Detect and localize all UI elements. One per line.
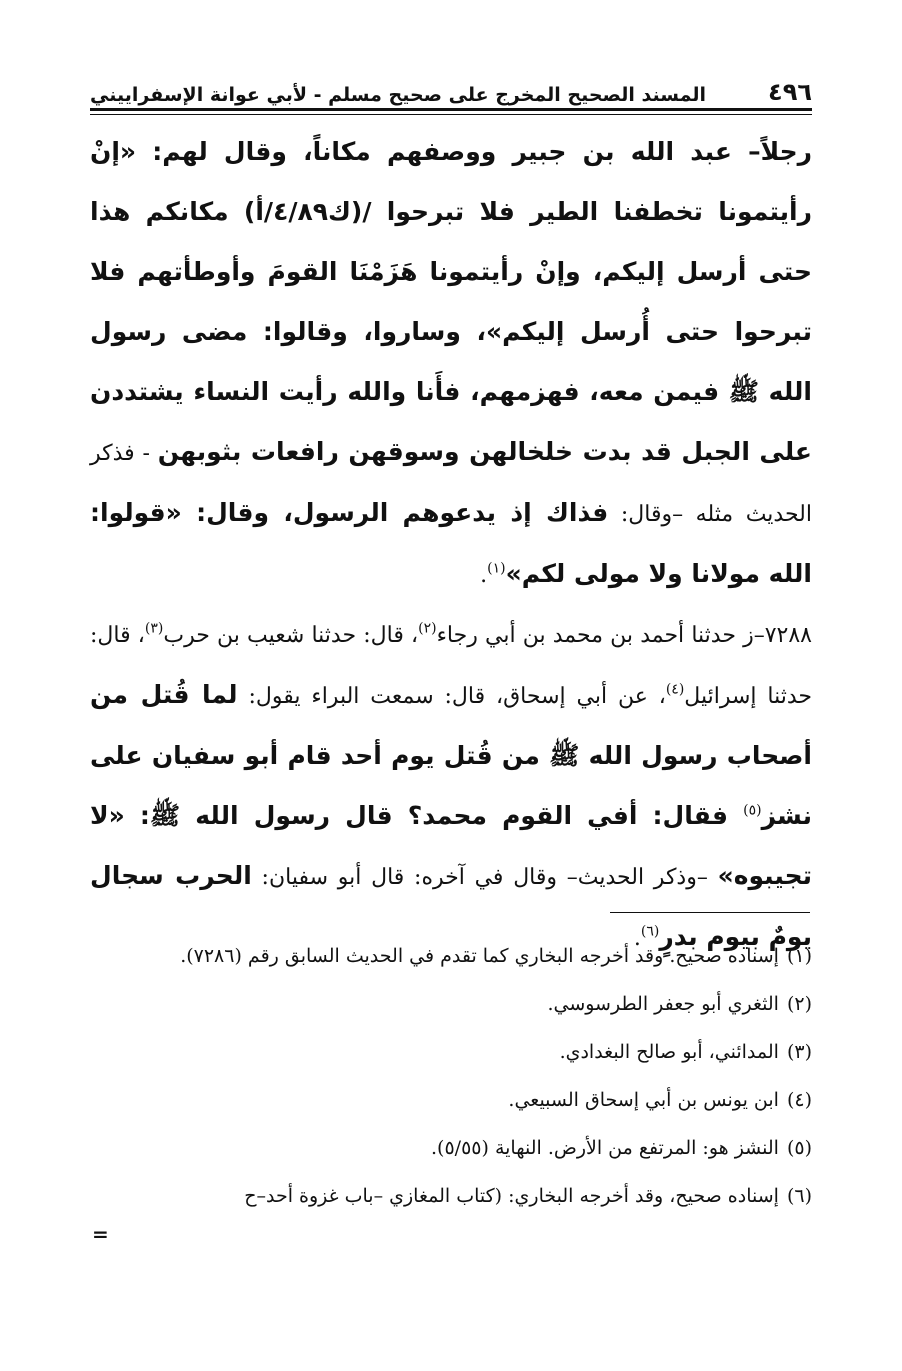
- footnote-ref[interactable]: (٤): [665, 681, 685, 698]
- header-rule-thin: [90, 114, 812, 115]
- isnad-text: ، عن أبي إسحاق، قال: سمعت البراء يقول:: [237, 684, 666, 709]
- footnotes: [90, 932, 812, 1220]
- footnote-1: [90, 932, 812, 980]
- footnote-4: [90, 1076, 812, 1124]
- paragraph-hadith-continuation: [90, 122, 812, 605]
- period: .: [480, 563, 488, 588]
- hadith-text: لما قُتل من أصحاب رسول الله ﷺ من قُتل يوم أحد قام أبو سفيان على نشز: [90, 680, 812, 830]
- footnote-ref[interactable]: (٦): [640, 923, 660, 940]
- footnote-number: (١): [786, 945, 812, 967]
- footnote-number: (٤): [786, 1089, 812, 1111]
- isnad-text: ، قال: حدثنا إسرائيل: [90, 623, 812, 709]
- hadith-text: فقال: أفي القوم محمد؟ قال رسول الله ﷺ: «لا تجيبوه»: [90, 801, 812, 890]
- running-header: [90, 66, 812, 106]
- hadith-text: الحرب سجال يومٌ بيوم بدرٍ: [90, 861, 812, 951]
- footnote-ref[interactable]: (٣): [144, 620, 164, 637]
- narration-text: –وذكر الحديث– وقال في آخره: قال أبو سفيان:: [251, 865, 718, 890]
- footnote-number: (٣): [786, 1041, 812, 1063]
- isnad-text: ، قال: حدثنا شعيب بن حرب: [163, 623, 419, 648]
- footnote-number: (٦): [786, 1185, 812, 1207]
- footnote-text: إسناده صحيح، وقد أخرجه البخاري: (كتاب المغازي –باب غزوة أحد–ح: [244, 1185, 779, 1207]
- footnote-5: [90, 1124, 812, 1172]
- footnote-separator: [610, 912, 810, 913]
- footnote-2: [90, 980, 812, 1028]
- footnote-3: [90, 1028, 812, 1076]
- footnote-number: (٥): [786, 1137, 812, 1159]
- footnote-text: الثغري أبو جعفر الطرسوسي.: [547, 993, 779, 1015]
- footnote-6: [90, 1172, 812, 1220]
- footnote-ref[interactable]: (٥): [743, 802, 762, 819]
- isnad-text: ٧٢٨٨–ز حدثنا أحمد بن محمد بن أبي رجاء: [436, 623, 812, 648]
- continuation-mark: =: [92, 1222, 109, 1246]
- narration-text: - فذكر الحديث مثله –وقال:: [90, 441, 812, 527]
- footnote-number: (٢): [786, 993, 812, 1015]
- footnote-ref[interactable]: (٢): [418, 620, 437, 637]
- hadith-text: رجلاً– عبد الله بن جبير ووصفهم مكاناً، وقال لهم: «إنْ رأيتمونا تخطفنا الطير فلا تبرحوا /(ك٤/٨٩/أ) مكانكم هذا حتى أرسل إليكم، وإنْ رأيتمونا هَزَمْنَا القومَ وأوطأتهم فلا تبرحوا حتى أُرسل إليكم»، وساروا، وقالوا: مضى رسول الله ﷺ فيمن معه، فهزمهم، فأَنا والله رأيت النساء يشتددن على الجبل قد بدت خلخالهن وسوقهن رافعات بثوبهن: [90, 137, 813, 466]
- header-rule: [90, 108, 812, 111]
- book-title: المسند الصحيح المخرج على صحيح مسلم - لأبي عوانة الإسفراييني: [90, 84, 706, 106]
- footnote-ref[interactable]: (١): [487, 560, 506, 577]
- footnote-text: المدائني، أبو صالح البغدادي.: [559, 1041, 779, 1063]
- page-number: ٤٩٦: [768, 78, 812, 106]
- footnote-text: إسناده صحيح. وقد أخرجه البخاري كما تقدم في الحديث السابق رقم (٧٢٨٦).: [180, 945, 779, 967]
- hadith-text: فذاك إذ يدعوهم الرسول، وقال: «قولوا: الله مولانا ولا مولى لكم»: [90, 498, 812, 588]
- paragraph-hadith-7288: [90, 605, 812, 968]
- footnote-text: ابن يونس بن أبي إسحاق السبيعي.: [508, 1089, 779, 1111]
- main-text: [90, 122, 812, 968]
- footnote-text: النشز هو: المرتفع من الأرض. النهاية (٥/٥٥).: [431, 1137, 779, 1159]
- period: .: [633, 926, 641, 951]
